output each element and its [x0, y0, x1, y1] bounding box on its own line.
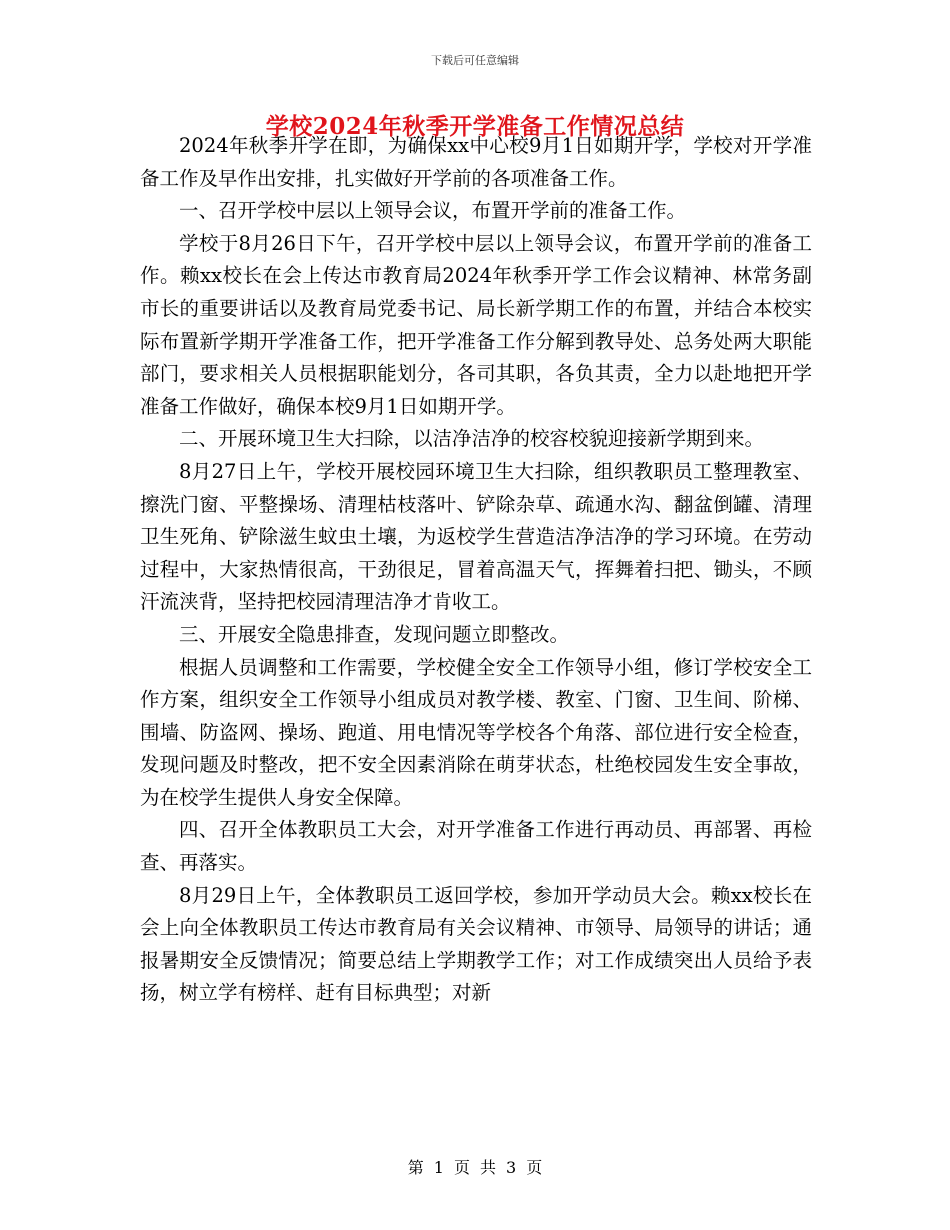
- section-heading-3: 三、开展安全隐患排查，发现问题立即整改。: [179, 622, 570, 646]
- page-mid: 页: [453, 1158, 470, 1177]
- page-current: 1: [433, 1158, 444, 1177]
- paragraph-intro: 2024年秋季开学在即，为确保xx中心校9月1日如期开学，学校对开学准备工作及早作出安排，扎实做好开学前的各项准备工作。: [140, 134, 812, 190]
- section-heading-1: 一、召开学校中层以上领导会议，布置开学前的准备工作。: [179, 199, 687, 223]
- page-prefix: 第: [407, 1158, 424, 1177]
- document-body: [140, 130, 812, 1010]
- paragraph-section-4: 8月29日上午，全体教职员工返回学校，参加开学动员大会。赖xx校长在会上向全体教职员工传达市教育局有关会议精神、市领导、局领导的讲话；通报暑期安全反馈情况；简要总结上学期教学工作；对工作成绩突出人员给予表扬，树立学有榜样、赶有目标典型；对新: [140, 883, 812, 1005]
- document-title: 学校2024年秋季开学准备工作情况总结: [265, 113, 685, 140]
- page-number-footer: [0, 1155, 950, 1178]
- page-suffix: 页: [526, 1158, 543, 1177]
- paragraph-section-3: 根据人员调整和工作需要，学校健全安全工作领导小组，修订学校安全工作方案，组织安全工作领导小组成员对教学楼、教室、门窗、卫生间、阶梯、围墙、防盗网、操场、跑道、用电情况等学校各个角落、部位进行安全检查，发现问题及时整改，把不安全因素消除在萌芽状态，杜绝校园发生安全事故，为在校学生提供人身安全保障。: [140, 655, 812, 809]
- paragraph-section-1: 学校于8月26日下午，召开学校中层以上领导会议，布置开学前的准备工作。赖xx校长在会上传达市教育局2024年秋季开学工作会议精神、林常务副市长的重要讲话以及教育局党委书记、局长新学期工作的布置，并结合本校实际布置新学期开学准备工作，把开学准备工作分解到教导处、总务处两大职能部门，要求相关人员根据职能划分，各司其职，各负其责，全力以赴地把开学准备工作做好，确保本校9月1日如期开学。: [140, 231, 812, 418]
- page-total-prefix: 共: [480, 1158, 497, 1177]
- section-heading-4: 四、召开全体教职员工大会，对开学准备工作进行再动员、再部署、再检查、再落实。: [140, 818, 812, 875]
- section-heading-2: 二、开展环境卫生大扫除，以洁净洁净的校容校貌迎接新学期到来。: [179, 427, 765, 451]
- header-note: 下载后可任意编辑: [431, 54, 519, 67]
- paragraph-section-2: 8月27日上午，学校开展校园环境卫生大扫除，组织教职员工整理教室、擦洗门窗、平整操场、清理枯枝落叶、铲除杂草、疏通水沟、翻盆倒罐、清理卫生死角、铲除滋生蚊虫土壤，为返校学生营造洁净洁净的学习环境。在劳动过程中，大家热情很高，干劲很足，冒着高温天气，挥舞着扫把、锄头，不顾汗流浃背，坚持把校园清理洁净才肯收工。: [140, 459, 812, 614]
- page-total: 3: [506, 1158, 517, 1177]
